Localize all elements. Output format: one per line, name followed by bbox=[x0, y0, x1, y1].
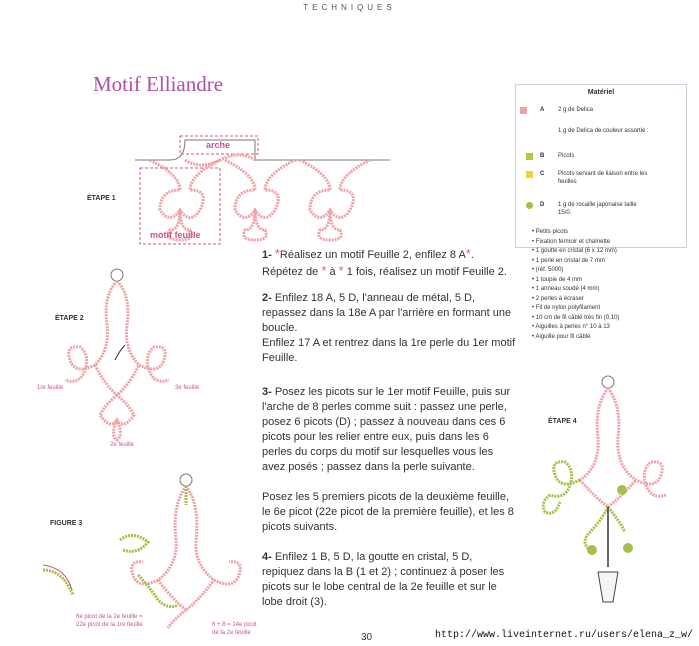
mat-code-d: D bbox=[540, 202, 545, 208]
materiel-list bbox=[532, 228, 620, 342]
step3-num: 3- bbox=[262, 386, 272, 398]
etape1-label: ÉTAPE 1 bbox=[87, 195, 116, 202]
star-icon: * bbox=[274, 246, 280, 261]
mat-code-a: A bbox=[540, 107, 545, 113]
step2-text2: Enfilez 17 A et rentrez dans la 1re perle du 1er motif Feuille. bbox=[262, 337, 516, 364]
step3 bbox=[262, 385, 517, 475]
step4 bbox=[262, 550, 517, 610]
step2 bbox=[262, 291, 517, 366]
step1: 1- *Réalisez un motif Feuille 2, enfilez 8 A*. Répétez de * à * 1 fois, réalisez un motif Feuille 2. bbox=[262, 246, 507, 278]
list-item: • 1 goutte en cristal (6 x 12 mm) bbox=[532, 247, 620, 257]
step4-text: Enfilez 1 B, 5 D, la goutte en cristal, 5 D, repiquez dans la B (1 et 2) ; continuez à poser les picots sur le lobe central de la 2e feuille et sur le lobe droit (3). bbox=[262, 551, 505, 608]
etape2-diagram bbox=[35, 265, 210, 445]
step3b-text: Posez les 5 premiers picots de la deuxième feuille, le 6e picot (22e picot de la première feuille), et les 8 picots suivants. bbox=[262, 491, 514, 533]
etape4-diagram bbox=[520, 372, 695, 612]
feuille1-label: 1re feuille bbox=[37, 385, 64, 391]
list-item: • 1 anneau soudé (4 mm) bbox=[532, 285, 620, 295]
section-header: TECHNIQUES bbox=[303, 3, 396, 12]
step1-line2: Répétez de bbox=[262, 266, 319, 278]
motif-feuille-label: motif feuille bbox=[150, 230, 201, 240]
mat-code-c: C bbox=[540, 171, 545, 177]
feuille2-label: 2e feuille bbox=[110, 442, 135, 448]
mat-code-b: B bbox=[540, 153, 545, 159]
source-url[interactable]: http://www.liveinternet.ru/users/elena_z_w/ bbox=[435, 630, 694, 641]
mat-text-d: 1 g de rocaille japonaise taille 15/0. bbox=[558, 202, 637, 216]
page-number: 30 bbox=[361, 632, 373, 643]
step3b bbox=[262, 490, 517, 535]
list-item: • 1 toupie de 4 mm bbox=[532, 276, 620, 286]
mat-text-a: 2 g de Delica bbox=[558, 107, 594, 113]
step1-num: 1- bbox=[262, 249, 272, 261]
list-item: • Petits picots bbox=[532, 228, 620, 238]
star-icon: * bbox=[338, 263, 344, 278]
figure3-label: FIGURE 3 bbox=[50, 520, 83, 527]
list-item: • Fil de nylon polyfilament bbox=[532, 304, 620, 314]
feuille3-label: 3e feuille bbox=[175, 385, 200, 391]
list-item: • 1 perle en cristal de 7 mm bbox=[532, 257, 620, 267]
figure3-diagram bbox=[38, 470, 268, 630]
star-icon: * bbox=[465, 246, 471, 261]
swatch-a bbox=[520, 107, 527, 114]
star-icon: * bbox=[321, 263, 327, 278]
materiel-title: Matériel bbox=[587, 89, 615, 96]
fig3-note2: 22e picot de la 1re feuille bbox=[76, 622, 143, 628]
step4-num: 4- bbox=[262, 551, 272, 563]
list-item: • Fixation fermoir et chaînette bbox=[532, 238, 620, 248]
mat-text-c: Picots servant de liaison entre les feuilles bbox=[558, 171, 648, 185]
materiel-box bbox=[515, 84, 687, 248]
step1-line4: 1 fois, réalisez un motif Feuille 2. bbox=[346, 266, 507, 278]
fig3-note3: 6 + 8 = 14e picot bbox=[212, 622, 257, 628]
list-item: • Aiguille pour fil câblé bbox=[532, 333, 620, 343]
list-item: • 2 perles à écraser bbox=[532, 295, 620, 305]
list-item: • (réf. 5000) bbox=[532, 266, 620, 276]
mat-text-assortie: 1 g de Delica de couleur assortie : bbox=[558, 128, 649, 134]
arche-label: arche bbox=[206, 140, 231, 150]
swatch-d bbox=[526, 202, 533, 209]
etape1-diagram bbox=[130, 130, 400, 248]
etape4-label: ÉTAPE 4 bbox=[548, 418, 577, 425]
list-item: • Aiguilles à perles n° 10 à 13 bbox=[532, 323, 620, 333]
mat-text-b: Picots bbox=[558, 153, 575, 159]
page-title: Motif Elliandre bbox=[93, 72, 224, 96]
step2-num: 2- bbox=[262, 292, 272, 304]
swatch-b bbox=[526, 153, 533, 160]
swatch-c bbox=[526, 171, 533, 178]
step2-text: Enfilez 18 A, 5 D, l'anneau de métal, 5 D, repassez dans la 18e A par l'arrière en formant une boucle. bbox=[262, 292, 512, 334]
etape2-label: ÉTAPE 2 bbox=[55, 315, 84, 322]
step1-line1: Réalisez un motif Feuille 2, enfilez 8 A bbox=[279, 249, 466, 261]
fig3-note4: de la 2e feuille bbox=[212, 630, 251, 636]
step1-line3: à bbox=[329, 266, 336, 278]
step3-text: Posez les picots sur le 1er motif Feuille, puis sur l'arche de 8 perles comme suit : passez une perle, posez 6 picots (D) ; passez à nouveau dans ces 6 picots pour les relier entre eux, puis dans les 6 perles du corps du motif sur lesquelles vous les avez posés ; passez dans la perle suivante. bbox=[262, 386, 511, 473]
fig3-note1: 6e picot de la 2e feuille = bbox=[76, 614, 143, 620]
list-item: • 10 cm de fil câblé très fin (0,10) bbox=[532, 314, 620, 324]
